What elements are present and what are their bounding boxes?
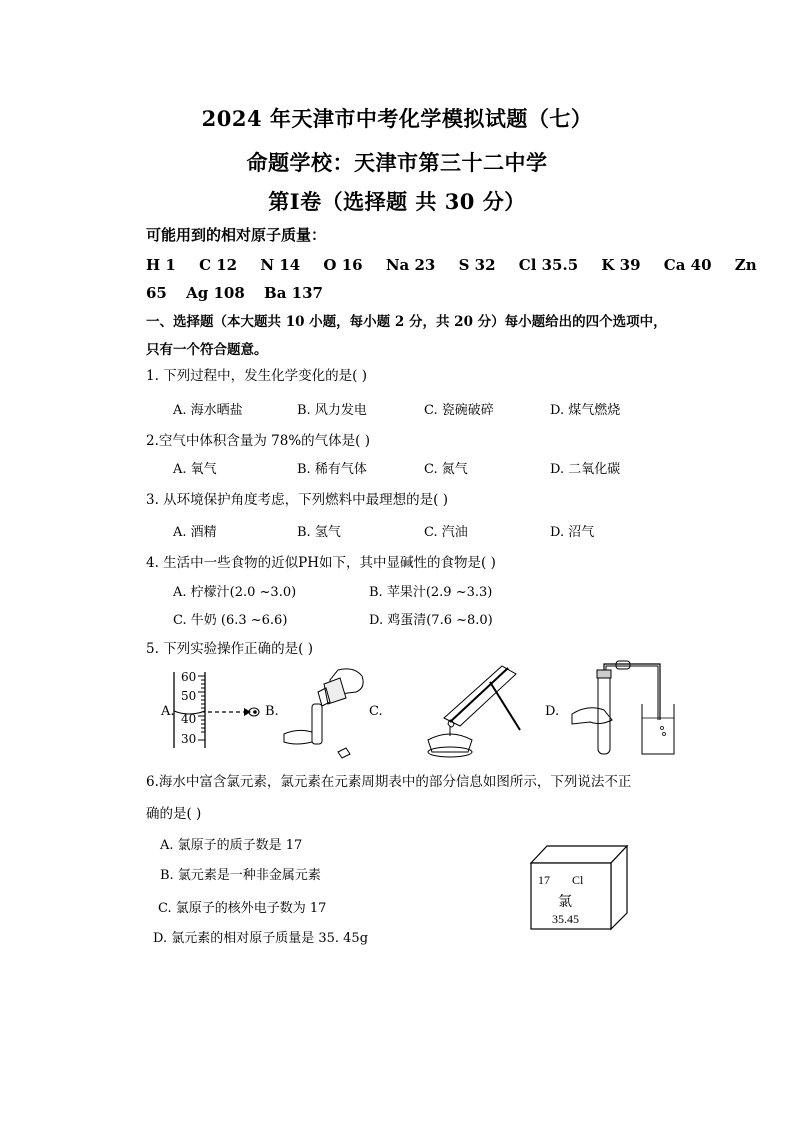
atomic-mass-item: Na 23 [385,256,436,274]
atomic-mass-item: S 32 [458,256,496,274]
atomic-mass-item: H 1 [146,256,176,274]
cylinder-tick-50: 50 [181,689,197,703]
q1-option-c: C. 瓷碗破碎 [424,403,494,418]
cylinder-tick-30: 30 [181,732,197,746]
instructions-line1: 一、选择题（本大题共 10 小题，每小题 2 分，共 20 分）每小题给出的四个选项中， [146,314,667,330]
q6-option-c: C. 氯原子的核外电子数为 17 [158,901,327,916]
airtightness-check-figure [570,660,680,760]
instructions-line2: 只有一个符合题意。 [146,342,268,358]
q3-option-c: C. 汽油 [424,525,468,540]
atomic-mass-item: Cl 35.5 [518,256,579,274]
school-line: 命题学校：天津市第三十二中学 [246,150,548,175]
element-name: 氯 [558,895,572,910]
atomic-mass-line1 [146,256,757,274]
q3-option-a: A. 酒精 [173,525,217,540]
cylinder-tick-60: 60 [181,670,197,684]
q4-option-c: C. 牛奶 (6.3 ~6.6) [173,613,288,628]
heating-test-tube-figure [420,660,530,760]
section-title: 第Ⅰ卷（选择题 共 30 分） [268,189,526,214]
q5-option-a-label: A. [161,704,175,719]
q1-option-d: D. 煤气燃烧 [550,403,621,418]
q4-option-a: A. 柠檬汁(2.0 ~3.0) [173,585,297,600]
q2-option-c: C. 氮气 [424,462,468,477]
question-4-stem: 4. 生活中一些食物的近似PH如下，其中显碱性的食物是( ) [146,555,496,571]
element-symbol: Cl [572,873,584,887]
question-6-stem: 6.海水中富含氯元素，氯元素在元素周期表中的部分信息如图所示，下列说法不正 [146,774,632,790]
q6-option-b: B. 氯元素是一种非金属元素 [160,868,321,883]
cylinder-tick-40: 40 [181,712,197,726]
q6-option-a: A. 氯原子的质子数是 17 [160,838,303,853]
question-1-stem: 1. 下列过程中，发生化学变化的是( ) [146,368,367,384]
atomic-mass-item: N 14 [260,256,301,274]
question-2-stem: 2.空气中体积含量为 78%的气体是( ) [146,433,371,449]
atomic-mass-item: Zn [734,256,757,274]
atomic-mass-item: O 16 [323,256,363,274]
pouring-liquid-figure [280,662,368,762]
q2-option-d: D. 二氧化碳 [550,462,621,477]
q1-option-b: B. 风力发电 [297,403,367,418]
atomic-mass-item: C 12 [199,256,238,274]
element-atomic-number: 17 [538,873,550,887]
exam-title: 2024 年天津市中考化学模拟试题（七） [201,106,593,131]
q5-option-c-label: C. [369,704,383,719]
question-3-stem: 3. 从环境保护角度考虑，下列燃料中最理想的是( ) [146,492,448,508]
q5-option-b-label: B. [265,704,279,719]
question-5-stem: 5. 下列实验操作正确的是( ) [146,641,313,657]
q2-option-b: B. 稀有气体 [297,462,367,477]
q3-option-d: D. 沼气 [550,525,595,540]
q4-option-b: B. 苹果汁(2.9 ~3.3) [369,585,493,600]
periodic-table-cell-box [530,845,630,931]
atomic-mass-item: Ca 40 [663,256,712,274]
q4-option-d: D. 鸡蛋清(7.6 ~8.0) [369,613,493,628]
q3-option-b: B. 氢气 [297,525,341,540]
atomic-mass-item: K 39 [601,256,641,274]
atomic-mass-item: Ag 108 [186,284,245,302]
q6-option-d: D. 氯元素的相对原子质量是 35. 45g [153,931,369,946]
atomic-mass-item: Ba 137 [264,284,323,302]
atomic-mass-item: 65 [146,284,167,302]
q1-option-a: A. 海水晒盐 [173,403,243,418]
question-6-stem-cont: 确的是( ) [146,806,202,822]
atomic-mass-label: 可能用到的相对原子质量： [146,226,327,244]
q2-option-a: A. 氧气 [173,462,217,477]
q5-option-d-label: D. [545,704,560,719]
atomic-mass-line2 [146,284,323,302]
element-atomic-mass: 35.45 [552,912,579,926]
